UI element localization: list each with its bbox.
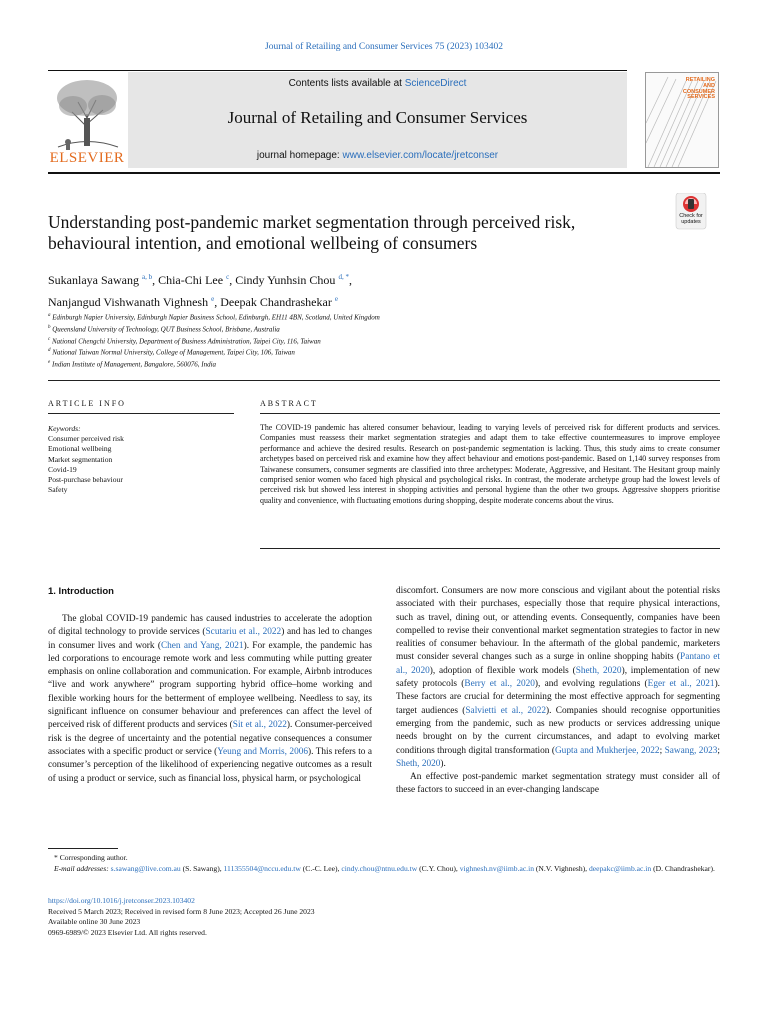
homepage-link[interactable]: www.elsevier.com/locate/jretconser bbox=[342, 150, 499, 161]
keywords-block bbox=[48, 424, 228, 495]
author-separator: , bbox=[214, 295, 221, 309]
footnote-rule bbox=[48, 848, 118, 849]
citation-link[interactable]: Pantano et al., 2020 bbox=[396, 652, 720, 676]
citation-link[interactable]: Gupta and Mukherjee, 2022 bbox=[554, 745, 660, 756]
elsevier-wordmark: ELSEVIER bbox=[49, 150, 125, 166]
abstract-rule bbox=[260, 413, 720, 414]
author-name: Deepak Chandrashekar bbox=[220, 295, 332, 309]
cover-word-3: CONSUMER bbox=[682, 88, 715, 95]
abstract-text: The COVID-19 pandemic has altered consumer behaviour, leading to varying levels of perceived risk for different products and services. Companies must reassess their market segmentation strategies and adapt them to take effective countermeasures to improve employee performance and achieve the desired results. Research on post-pandemic segmentation is lacking. Thus, this study aims to create consumer archetypes based on perceived risk and examine how they affect behaviour and emotions post-pandemic. Based on 1,140 survey responses from Taiwanese consumers, consumer segments are classified into three archetypes: Moderate, Aggressive, and Hesitant. The Hesitant group mainly comprised senior women who faced high physical and psychological risks. In contrast, the moderate archetype group had the lowest levels of perceived risk but showed less interest in shopping activities and personal hygiene than the other two groups. Aggressive shoppers prioritise quality and convenience, with fluctuating emotions during shopping, despite moderate concerns about the virus. bbox=[260, 423, 720, 505]
author-affiliation-link[interactable]: e bbox=[334, 295, 338, 303]
received-dates: Received 5 March 2023; Received in revised form 8 June 2023; Accepted 26 June 2023 bbox=[48, 906, 315, 916]
citation-link[interactable]: Sit et al., 2022 bbox=[232, 720, 287, 731]
email-owner: (D. Chandrashekar). bbox=[651, 864, 715, 873]
header-bottom-rule bbox=[48, 172, 720, 174]
journal-title: Journal of Retailing and Consumer Services bbox=[227, 108, 528, 127]
body-text: ). Companies should recognise opportunities emerging from the pandemic, such as new products or services addressing unique needs brought on by the current circumstances, and adapt to evolving market conditions through digital transformation ( bbox=[396, 705, 720, 756]
body-text: ). This refers to a consumer’s perception of the likelihood of experiencing negative outcomes as a result of using a product or service, such as financial loss, physical harm, or psychological bbox=[48, 746, 372, 784]
body-text: ). These factors are crucial for determining the most effective approach for segmenting target audiences ( bbox=[396, 679, 720, 716]
available-online: Available online 30 June 2023 bbox=[48, 917, 141, 926]
journal-homepage-line bbox=[128, 150, 627, 161]
keywords-label: Keywords: bbox=[48, 424, 81, 433]
body-text: ). For example, the pandemic has led corporations to encourage remote work and less commuting while putting greater emphasis on online collaboration and communication. For example, Airbnb introduces “live and work anywhere” program supporting hybrid office–home working and flexible working hours for the betterment of employee wellbeing. Needless to say, its significant influence on consumer behaviour and preferences can affect the level of perceived risk of different products and services ( bbox=[48, 640, 372, 731]
email-link[interactable]: deepakc@iimb.ac.in bbox=[588, 864, 652, 873]
paper-title bbox=[48, 212, 648, 254]
cover-word-1: RETAILING bbox=[685, 77, 715, 83]
affiliation bbox=[48, 346, 708, 358]
keyword: Safety bbox=[48, 485, 68, 495]
article-metadata bbox=[48, 896, 720, 938]
journal-reference[interactable]: Journal of Retailing and Consumer Services 75 (2023) 103402 bbox=[265, 42, 503, 52]
author-separator: , bbox=[229, 273, 236, 287]
keyword: Covid-19 bbox=[48, 464, 77, 474]
body-text: ), implementation of new safety protocols ( bbox=[396, 665, 720, 690]
right-column bbox=[396, 585, 720, 798]
citation-link[interactable]: Sheth, 2020 bbox=[575, 665, 622, 676]
citation-link[interactable]: Sheth, 2020 bbox=[396, 758, 441, 769]
affiliation bbox=[48, 311, 708, 323]
citation-link[interactable]: Yeung and Morris, 2006 bbox=[217, 746, 309, 757]
body-text: discomfort. Consumers are now more conscious and vigilant about the potential risks associated with their purchases, especially those that require physical interactions, such as travel, dining out, or attending events. Consequently, companies have been compelled to revise their conventional market segmentation strategies to factor in new realities of consumer behaviour. In the aftermath of the global pandemic, marketers must consider several changes such as a surge in online shopping habits ( bbox=[396, 586, 720, 663]
email-link[interactable]: vighnesh.nv@iimb.ac.in bbox=[459, 864, 534, 873]
author-name: Nanjangud Vishwanath Vighnesh bbox=[48, 295, 209, 309]
email-link[interactable]: s.sawang@live.com.au bbox=[110, 864, 181, 873]
paper-title-line-2: behavioural intention, and emotional wellbeing of consumers bbox=[48, 233, 478, 253]
affiliation-marker: a bbox=[48, 313, 51, 318]
citation-link[interactable]: Berry et al., 2020 bbox=[464, 679, 535, 690]
body-text: ), adoption of flexible work models ( bbox=[429, 665, 576, 676]
intro-paragraph-2: An effective post-pandemic market segmentation strategy must consider all of these factors to succeed in an ever-changing landscape bbox=[396, 772, 720, 796]
affiliations bbox=[48, 311, 708, 370]
homepage-prefix: journal homepage: bbox=[256, 150, 343, 161]
citation-link[interactable]: Chen and Yang, 2021 bbox=[160, 640, 244, 651]
affiliation-marker: b bbox=[48, 324, 51, 330]
crossmark-line-1: Check for bbox=[679, 213, 703, 219]
doi-link[interactable]: https://doi.org/10.1016/j.jretconser.2023.103402 bbox=[48, 896, 195, 905]
citation-link[interactable]: Eger et al., 2021 bbox=[647, 679, 715, 690]
article-info-heading: ARTICLE INFO bbox=[48, 399, 126, 408]
affiliation bbox=[48, 358, 708, 370]
copyright: 0969-6989/© 2023 Elsevier Ltd. All rights reserved. bbox=[48, 927, 207, 937]
contents-line bbox=[128, 78, 627, 89]
affiliation bbox=[48, 335, 708, 347]
keyword: Market segmentation bbox=[48, 454, 113, 464]
affiliation-marker: c bbox=[48, 336, 51, 342]
affiliation-marker: d bbox=[48, 348, 51, 354]
author-name: Chia-Chi Lee bbox=[158, 273, 224, 287]
affiliation-marker: e bbox=[48, 360, 51, 366]
citation-link[interactable]: Scutariu et al., 2022 bbox=[205, 627, 282, 638]
author-name: Sukanlaya Sawang bbox=[48, 273, 139, 287]
author-affiliation-link[interactable]: e bbox=[211, 295, 215, 303]
crossmark-label[interactable] bbox=[670, 213, 712, 225]
citation-link[interactable]: Salvietti et al., 2022 bbox=[465, 705, 546, 716]
body-text: ; bbox=[659, 745, 665, 756]
cover-word-4: SERVICES bbox=[687, 94, 715, 101]
affiliation-text: Indian Institute of Management, Bangalore, 560076, India bbox=[51, 360, 217, 369]
email-owner: (N.V. Vighnesh), bbox=[534, 864, 589, 873]
crossmark-line-2: updates bbox=[681, 219, 701, 225]
body-text: The global COVID-19 pandemic has caused industries to accelerate the adoption of digital technology to provide services ( bbox=[48, 614, 372, 638]
body-text: ; bbox=[717, 745, 720, 756]
author-list bbox=[48, 268, 708, 312]
section-top-rule bbox=[48, 380, 720, 381]
email-link[interactable]: 111355504@nccu.edu.tw bbox=[223, 864, 301, 873]
author-separator: , bbox=[152, 273, 159, 287]
abstract-heading: ABSTRACT bbox=[260, 399, 318, 408]
affiliation-text: Queensland University of Technology, QUT Business School, Brisbane, Australia bbox=[52, 325, 280, 334]
author-affiliation-link[interactable]: a, b bbox=[141, 273, 153, 281]
affiliation-text: Edinburgh Napier University, Edinburgh Napier Business School, Edinburgh, EH11 4BN, Scotland, United Kingdom bbox=[52, 313, 380, 322]
email-addresses bbox=[48, 863, 720, 874]
abstract-bottom-rule bbox=[260, 548, 720, 549]
footnotes bbox=[48, 852, 720, 874]
cover-title bbox=[683, 78, 715, 101]
introduction-heading: 1. Introduction bbox=[48, 586, 114, 597]
keyword: Post-purchase behaviour bbox=[48, 475, 123, 485]
author-affiliation-link[interactable]: c bbox=[226, 273, 230, 281]
left-column bbox=[48, 613, 372, 786]
affiliation bbox=[48, 323, 708, 335]
body-text: ). bbox=[440, 758, 446, 769]
email-link[interactable]: cindy.chou@ntnu.edu.tw bbox=[341, 864, 418, 873]
body-text: ), and evolving regulations ( bbox=[534, 679, 648, 690]
paper-title-line-1: Understanding post-pandemic market segmentation through perceived risk, bbox=[48, 212, 576, 232]
affiliation-text: National Taiwan Normal University, College of Management, Taipei City, 106, Taiwan bbox=[52, 348, 295, 357]
header-top-rule bbox=[48, 70, 627, 71]
body-text: ). Consumer-perceived risk is the degree of uncertainty and the potential negative consequences a consumer associates with a specific product or service ( bbox=[48, 720, 372, 757]
sciencedirect-link[interactable]: ScienceDirect bbox=[404, 78, 467, 89]
corresponding-author-note: * Corresponding author. bbox=[54, 853, 128, 862]
article-info-rule bbox=[48, 413, 234, 414]
contents-prefix: Contents lists available at bbox=[288, 78, 405, 89]
author-affiliation-link[interactable]: d, * bbox=[338, 273, 349, 281]
email-owner: (C.-C. Lee), bbox=[300, 864, 342, 873]
author-separator: , bbox=[348, 273, 352, 287]
cover-word-2: AND bbox=[703, 82, 715, 89]
email-label: E-mail addresses: bbox=[54, 864, 111, 873]
keyword: Emotional wellbeing bbox=[48, 444, 112, 454]
affiliation-text: National Chengchi University, Department of Business Administration, Taipei City, 116, Taiwan bbox=[51, 336, 321, 345]
author-name: Cindy Yunhsin Chou bbox=[235, 273, 336, 287]
citation-link[interactable]: Sawang, 2023 bbox=[664, 745, 718, 756]
journal-cover-thumbnail[interactable] bbox=[645, 72, 719, 168]
crossmark-icon[interactable] bbox=[674, 193, 708, 231]
email-owner: (S. Sawang), bbox=[180, 864, 224, 873]
email-owner: (C.Y. Chou), bbox=[417, 864, 460, 873]
intro-paragraph-1 bbox=[48, 613, 372, 786]
intro-paragraph-1-continued bbox=[396, 585, 720, 771]
keyword: Consumer perceived risk bbox=[48, 434, 124, 444]
body-text: ) and has led to changes in consumer lives and work ( bbox=[48, 627, 372, 651]
